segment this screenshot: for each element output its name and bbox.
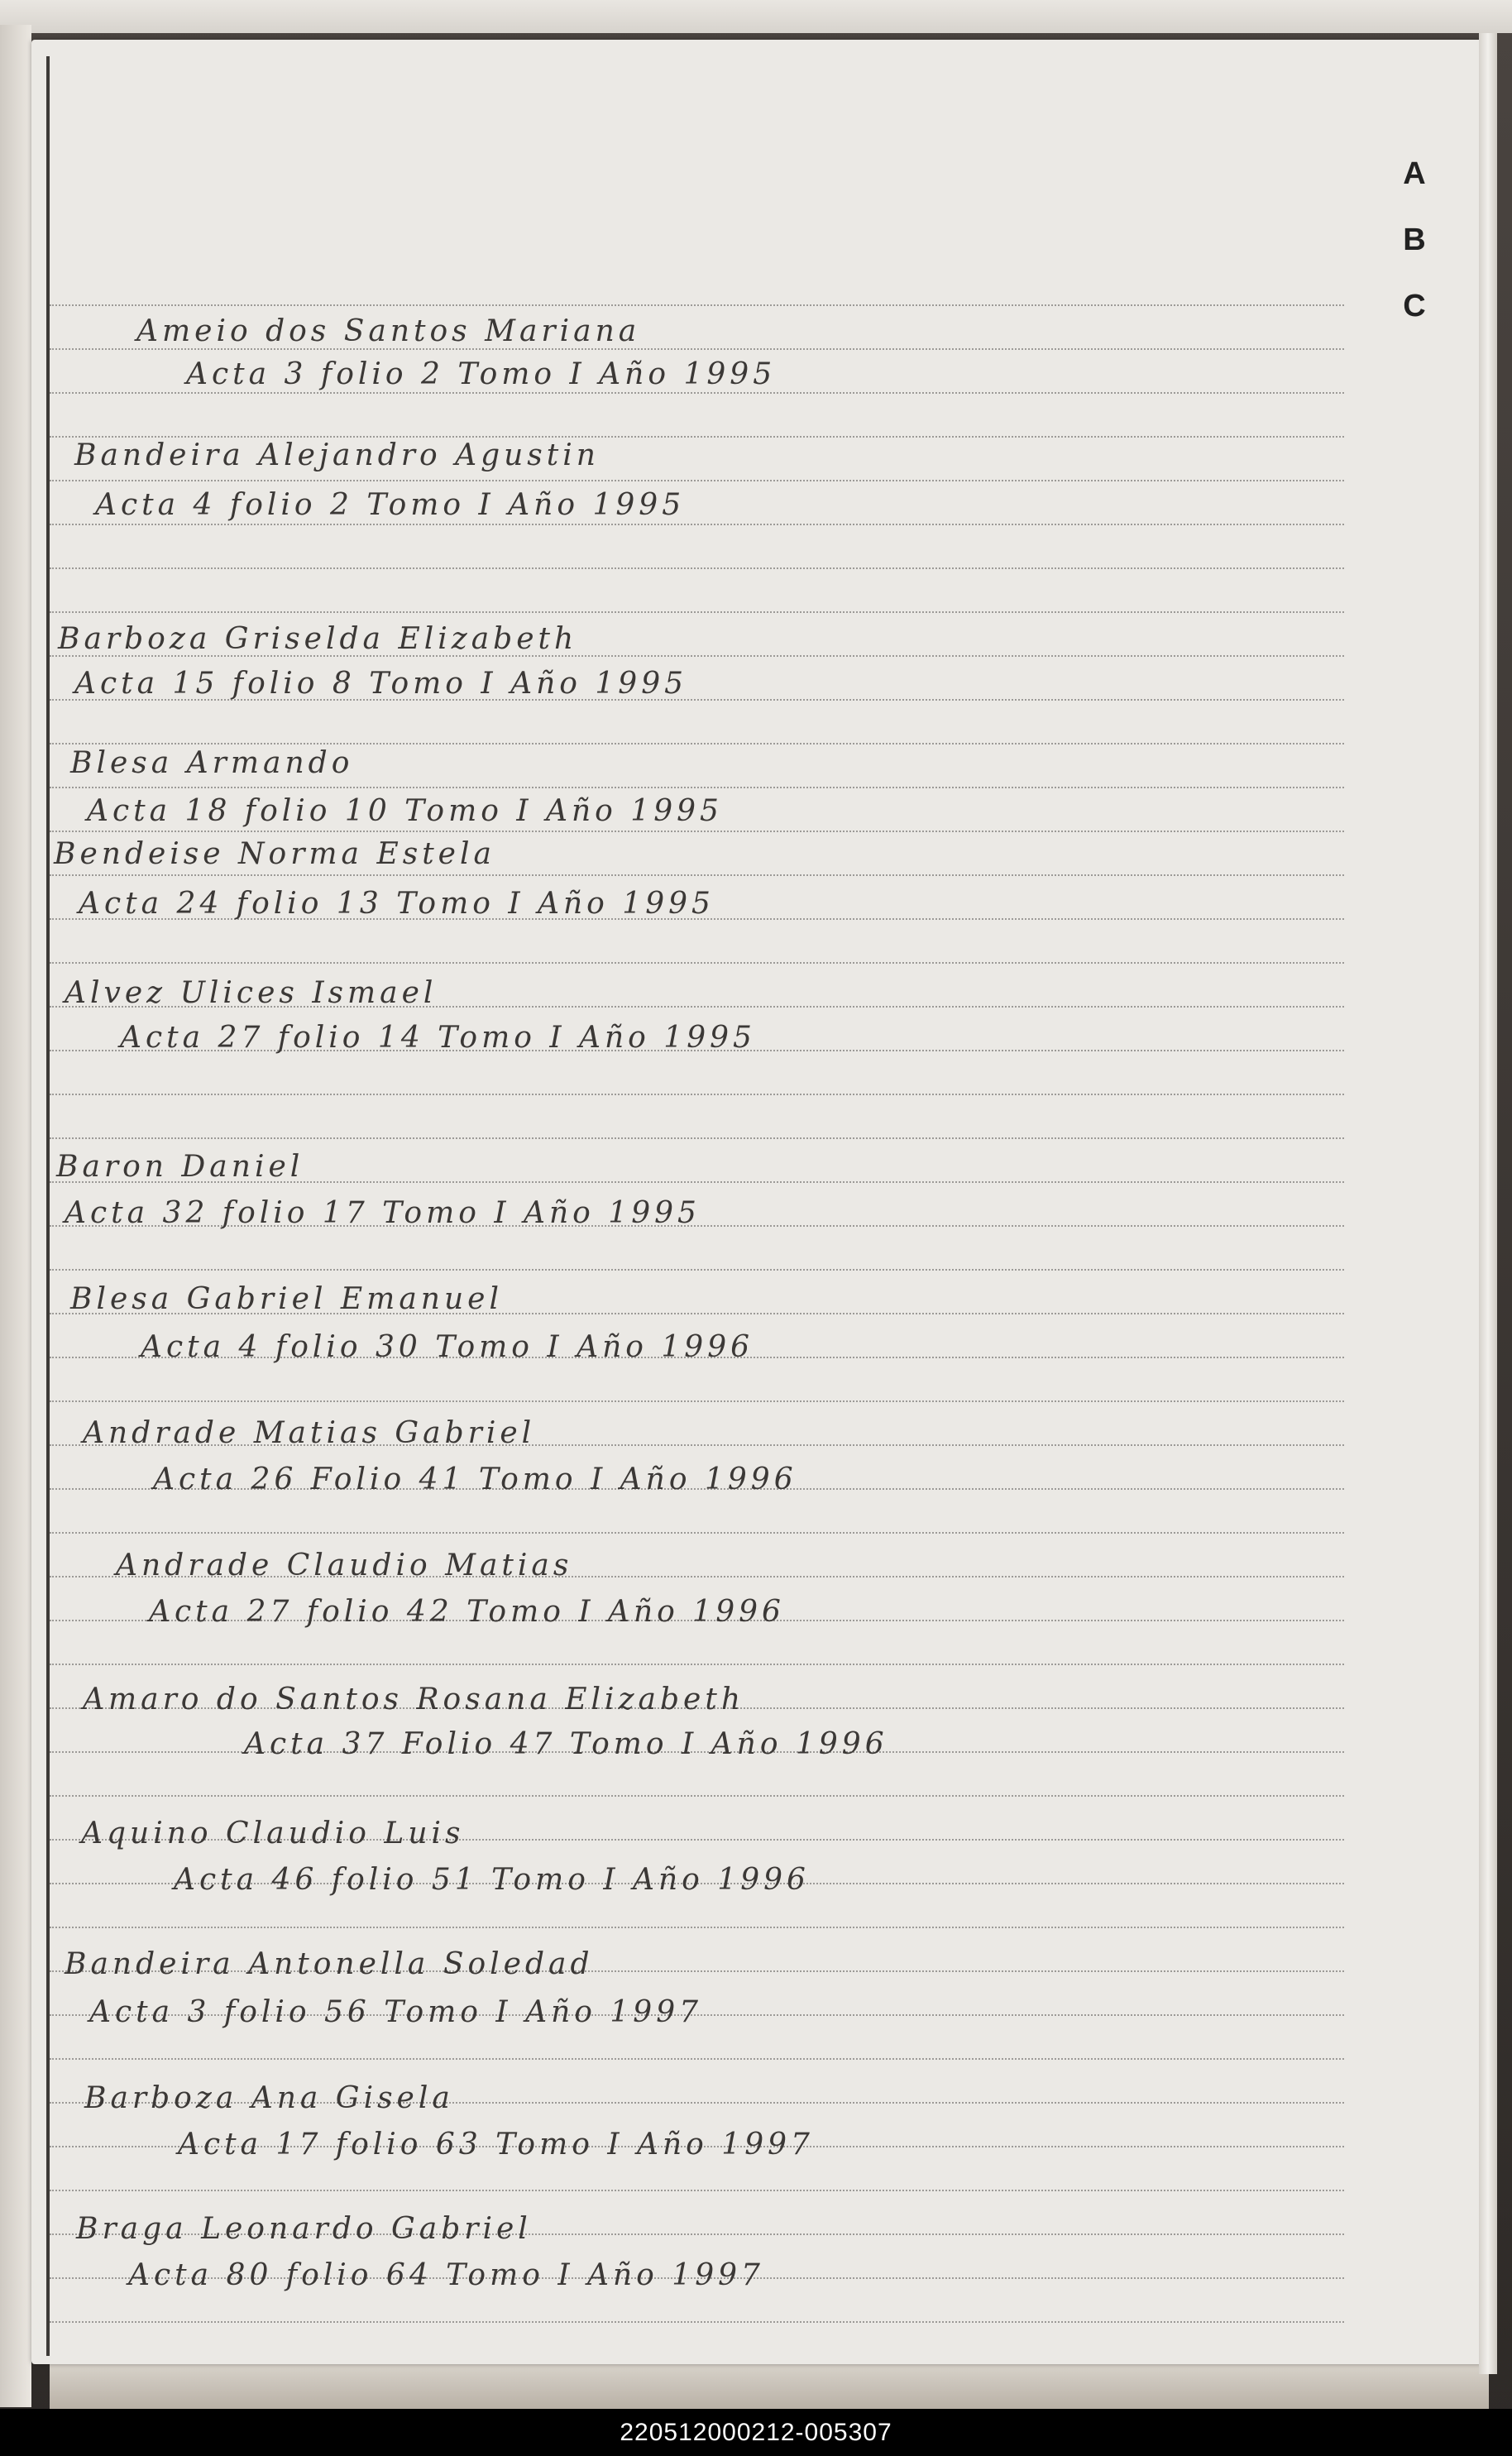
ruled-line (50, 436, 1344, 438)
margin-line (46, 56, 50, 2356)
index-tab-b: B (1403, 223, 1426, 257)
ruled-line (50, 1094, 1344, 1095)
entry-reference: Acta 37 Folio 47 Tomo I Año 1996 (244, 1727, 888, 1761)
ruled-line (50, 962, 1344, 964)
entry-name: Amaro do Santos Rosana Elizabeth (83, 1683, 745, 1716)
entry-name: Andrade Matias Gabriel (83, 1416, 536, 1450)
entry-reference: Acta 4 folio 30 Tomo I Año 1996 (141, 1330, 754, 1364)
entry-reference: Acta 3 folio 2 Tomo I Año 1995 (186, 357, 777, 391)
entry-reference: Acta 15 folio 8 Tomo I Año 1995 (74, 667, 688, 701)
ruled-line (50, 2190, 1344, 2191)
scan-id-bar (0, 2409, 1512, 2456)
ruled-line (50, 1400, 1344, 1402)
ruled-line (50, 787, 1344, 788)
page-stack-edge (1479, 33, 1497, 2374)
entry-name: Barboza Ana Gisela (84, 2081, 454, 2115)
index-tab-c: C (1403, 289, 1426, 323)
ruled-line (50, 831, 1344, 832)
index-tab-a: A (1403, 156, 1426, 191)
entry-name: Bandeira Antonella Soledad (65, 1947, 594, 1981)
ruled-line (50, 2058, 1344, 2060)
ruled-line (50, 743, 1344, 744)
entry-name: Aquino Claudio Luis (81, 1817, 465, 1850)
entry-name: Blesa Gabriel Emanuel (70, 1282, 503, 1316)
ruled-line (50, 348, 1344, 350)
entry-reference: Acta 32 folio 17 Tomo I Año 1995 (65, 1196, 701, 1230)
book-cover-bottom (50, 2358, 1489, 2409)
left-facing-page-edge (0, 25, 31, 2407)
entry-reference: Acta 27 folio 42 Tomo I Año 1996 (149, 1595, 785, 1629)
ruled-line (50, 1269, 1344, 1271)
entry-reference: Acta 26 Folio 41 Tomo I Año 1996 (153, 1463, 797, 1496)
ruled-line (50, 1927, 1344, 1928)
entry-name: Barboza Griselda Elizabeth (58, 622, 578, 656)
entry-name: Ameio dos Santos Mariana (136, 314, 641, 348)
ruled-line (50, 524, 1344, 525)
entry-reference: Acta 3 folio 56 Tomo I Año 1997 (89, 1995, 703, 2029)
entry-name: Bendeise Norma Estela (54, 837, 495, 871)
entry-reference: Acta 17 folio 63 Tomo I Año 1997 (178, 2128, 814, 2162)
entry-name: Braga Leonardo Gabriel (76, 2212, 532, 2246)
entry-reference: Acta 18 folio 10 Tomo I Año 1995 (87, 794, 723, 828)
ruled-line (50, 611, 1344, 613)
top-page-strip (0, 0, 1512, 33)
entry-reference: Acta 4 folio 2 Tomo I Año 1995 (95, 488, 686, 522)
ruled-line (50, 304, 1344, 306)
ruled-line (50, 392, 1344, 394)
entry-reference: Acta 27 folio 14 Tomo I Año 1995 (120, 1021, 756, 1055)
ruled-line (50, 1532, 1344, 1534)
ruled-line (50, 1137, 1344, 1139)
ruled-line (50, 480, 1344, 481)
index-tabs (1398, 141, 1431, 339)
entry-name: Alvez Ulices Ismael (65, 976, 438, 1010)
ruled-line (50, 567, 1344, 569)
entry-name: Andrade Claudio Matias (116, 1549, 573, 1582)
scan-id-label: 220512000212-005307 (620, 2419, 892, 2446)
ruled-line (50, 1664, 1344, 1665)
ruled-line (50, 874, 1344, 876)
ruled-line (50, 1795, 1344, 1797)
entry-reference: Acta 80 folio 64 Tomo I Año 1997 (128, 2258, 764, 2292)
entry-reference: Acta 24 folio 13 Tomo I Año 1995 (79, 887, 715, 921)
entry-name: Baron Daniel (56, 1150, 304, 1184)
entry-name: Bandeira Alejandro Agustin (74, 438, 600, 472)
ruled-line (50, 2321, 1344, 2323)
entry-name: Blesa Armando (70, 746, 354, 780)
entry-reference: Acta 46 folio 51 Tomo I Año 1996 (174, 1863, 810, 1897)
